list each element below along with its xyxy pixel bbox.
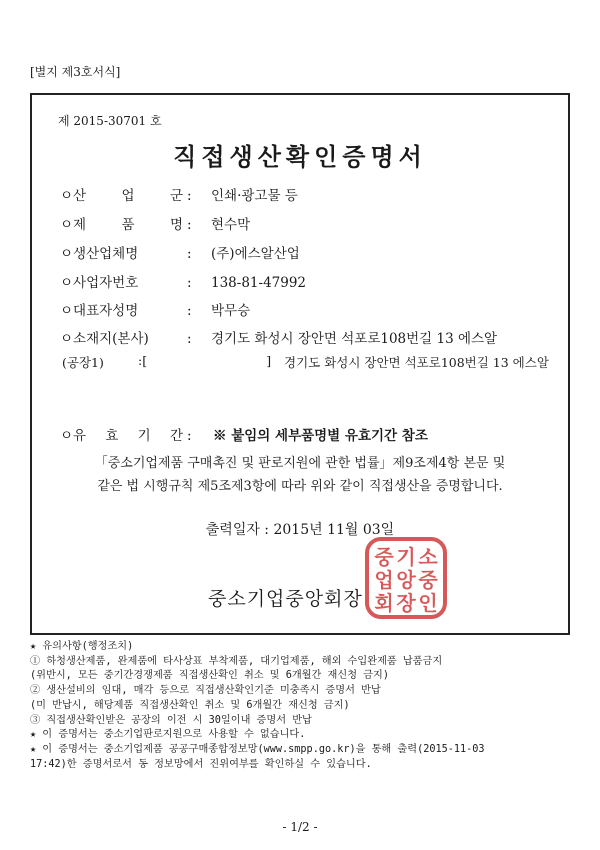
seal-character: 중 — [374, 545, 394, 569]
note-line: 17:42)한 증명서로서 동 정보망에서 진위여부를 확인하실 수 있습니다. — [30, 758, 372, 770]
field-value: ※ 붙임의 세부품명별 유효기간 참조 — [213, 428, 428, 444]
field-label: ㅇ산 업 군 — [60, 188, 183, 204]
notes-section — [30, 640, 590, 772]
field-colon: : — [187, 217, 192, 233]
field-colon: : — [187, 428, 192, 444]
field-value: 138-81-47992 — [211, 275, 307, 291]
field-product — [60, 213, 250, 233]
field-label: ㅇ대표자성명 — [60, 303, 139, 319]
field-address — [60, 327, 497, 347]
field-label: ㅇ사업자번호 — [60, 275, 139, 291]
issuer-name: 중소기업중앙회장 — [208, 588, 363, 610]
certification-text-line-2: 같은 법 시행규칙 제5조제3항에 따라 위와 같이 직접생산을 증명합니다. — [97, 479, 503, 494]
seal-character: 소 — [418, 545, 438, 569]
field-value: 인쇄·광고물 등 — [211, 188, 298, 204]
field-label: ㅇ유 효 기 간 — [60, 428, 183, 444]
factory-label: (공장1) — [62, 355, 104, 370]
field-business-number — [60, 271, 306, 291]
seal-character: 업 — [374, 568, 394, 592]
factory-bracket: :[ ] — [138, 353, 272, 368]
notes-heading: ★ 유의사항(행정조치) — [30, 641, 134, 652]
field-label: ㅇ소재지(본사) — [60, 331, 149, 347]
field-industry — [60, 184, 298, 204]
certification-text-line-1: 「중소기업제품 구매촉진 및 판로지원에 관한 법률」제9조제4항 본문 및 — [94, 456, 506, 471]
note-line: (미 반납시, 해당제품 직접생산확인 취소 및 6개월간 재신청 금지) — [30, 699, 350, 711]
field-label: ㅇ생산업체명 — [60, 246, 139, 262]
field-colon: : — [187, 275, 192, 291]
note-line: ★ 이 증명서는 중소기업판로지원으로 사용할 수 없습니다. — [30, 729, 306, 741]
field-colon: : — [187, 246, 192, 262]
note-line: ① 하청생산제품, 완제품에 타사상표 부착제품, 대기업제품, 해외 수입완제품 납품금지 — [30, 655, 443, 667]
document-number: 제 2015-30701 호 — [58, 114, 162, 128]
factory-address: 경기도 화성시 장안면 석포로108번길 13 에스알 — [284, 355, 549, 370]
field-company — [60, 242, 300, 262]
field-label: ㅇ제 품 명 — [60, 217, 183, 233]
seal-character: 장 — [396, 591, 416, 615]
field-colon: : — [187, 331, 192, 347]
field-value: (주)에스알산업 — [211, 246, 300, 262]
official-seal — [364, 536, 448, 620]
page-title: 직접생산확인증명서 — [173, 142, 427, 171]
field-colon: : — [187, 188, 192, 204]
seal-character: 앙 — [396, 568, 416, 592]
form-number: [별지 제3호서식] — [30, 65, 121, 79]
field-value: 경기도 화성시 장안면 석포로108번길 13 에스알 — [211, 331, 498, 347]
output-date: 출력일자 : 2015년 11월 03일 — [205, 522, 395, 538]
seal-character: 회 — [374, 591, 394, 615]
note-line: ② 생산설비의 임대, 매각 등으로 직접생산확인기준 미충족시 증명서 반납 — [30, 685, 381, 697]
field-colon: : — [187, 303, 192, 319]
field-validity — [60, 424, 428, 444]
field-representative — [60, 299, 250, 319]
field-value: 현수막 — [211, 217, 251, 233]
seal-character: 인 — [418, 591, 438, 615]
seal-character: 기 — [396, 545, 416, 569]
seal-character: 중 — [418, 568, 438, 592]
note-line: ★ 이 증명서는 중소기업제품 공공구매종합정보망(www.smpp.go.kr)을 통해 출력(2015-11-03 — [30, 743, 485, 755]
note-line: (위반시, 모든 중기간경쟁제품 직접생산확인 취소 및 6개월간 재신청 금지) — [30, 670, 389, 682]
note-line: ③ 직접생산확인받은 공장의 이전 시 30일이내 증명서 반납 — [30, 714, 312, 726]
field-value: 박무승 — [211, 303, 251, 319]
page-number: - 1/2 - — [282, 820, 318, 834]
